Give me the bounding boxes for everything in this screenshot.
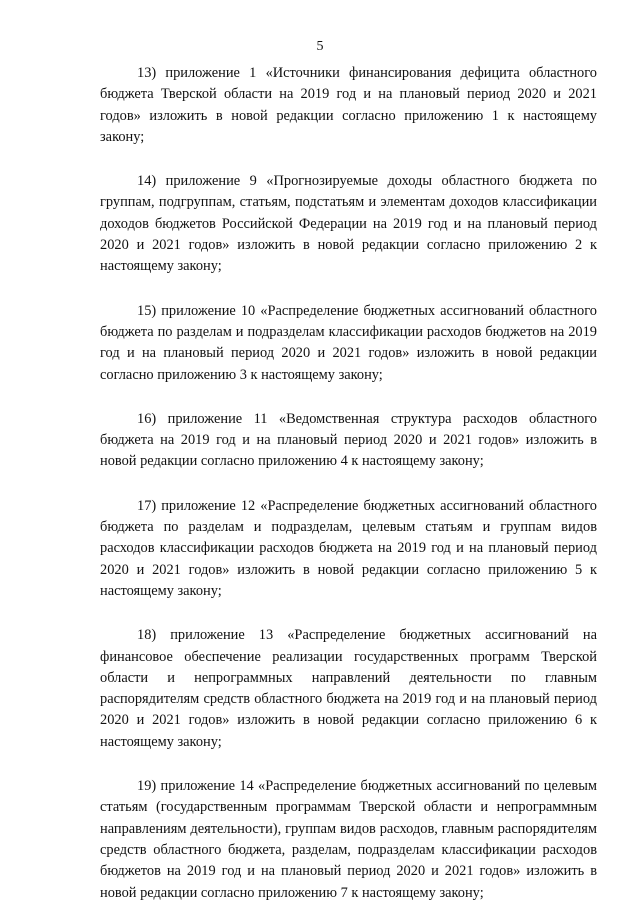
list-item-17: 17) приложение 12 «Распределение бюджетных ассигнований областного бюджета по разделам и подразделам, целевым статьям и группам видов расходов классификации расходов бюджета на 2019 год и на плановый период 2020 и 2021 годов» изложить в новой редакции согласно приложению 5 к настоящему закону; — [100, 497, 597, 599]
list-item-18: 18) приложение 13 «Распределение бюджетных ассигнований на финансовое обеспечение реализации государственных программ Тверской области и непрограммных направлений деятельности по главным распорядителям средств областного бюджета на 2019 год и на плановый период 2020 и 2021 годов» изложить в новой редакции согласно приложению 6 к настоящему закону; — [100, 627, 597, 750]
list-item-16: 16) приложение 11 «Ведомственная структура расходов областного бюджета на 2019 год и на плановый период 2020 и 2021 годов» изложить в новой редакции согласно приложению 4 к настоящему закону; — [100, 410, 597, 470]
document-body — [100, 63, 597, 904]
page-number: 5 — [316, 39, 324, 54]
list-item-13: 13) приложение 1 «Источники финансирования дефицита областного бюджета Тверской области на 2019 год и на плановый период 2020 и 2021 годов» изложить в новой редакции согласно приложению 1 к настоящему закону; — [100, 65, 597, 145]
list-item-15: 15) приложение 10 «Распределение бюджетных ассигнований областного бюджета по разделам и подразделам классификации расходов бюджетов на 2019 год и на плановый период 2020 и 2021 годов» изложить в новой редакции согласно приложению 3 к настоящему закону; — [100, 302, 597, 383]
list-item-19: 19) приложение 14 «Распределение бюджетных ассигнований по целевым статьям (государственным программам Тверской области и непрограммным направлениям деятельности), группам видов расходов, главным распорядителям средств областного бюджета, разделам, подразделам классификации расходов бюджетов на 2019 год и на плановый период 2020 и 2021 годов» изложить в новой редакции согласно приложению 7 к настоящему закону; — [100, 778, 597, 901]
list-item-14: 14) приложение 9 «Прогнозируемые доходы областного бюджета по группам, подгруппам, статьям, подстатьям и элементам доходов классификации доходов бюджетов Российской Федерации на 2019 год и на плановый период 2020 и 2021 годов» изложить в новой редакции согласно приложению 2 к настоящему закону; — [100, 173, 597, 275]
